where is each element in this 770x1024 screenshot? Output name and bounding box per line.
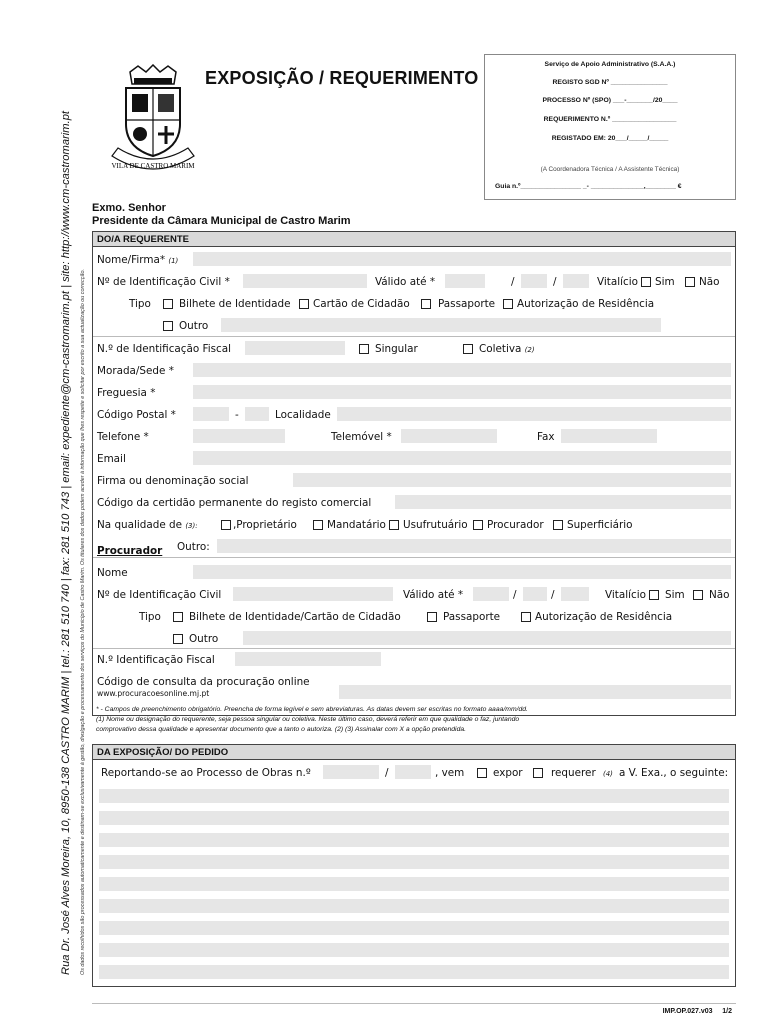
input-fax[interactable] — [561, 429, 657, 443]
checkbox-procurador-passaporte[interactable] — [427, 612, 437, 622]
checkbox-vitalicio-sim[interactable] — [641, 277, 651, 287]
input-procurador-valido-ano[interactable] — [473, 587, 509, 601]
textarea-line[interactable] — [99, 877, 729, 891]
label-certidao: Código da certidão permanente do registo comercial — [97, 497, 372, 509]
checkbox-passaporte[interactable] — [421, 299, 431, 309]
label-tipo: Tipo — [129, 298, 151, 310]
checkbox-cc[interactable] — [299, 299, 309, 309]
date-separator: / — [553, 276, 557, 288]
checkbox-superficiario[interactable] — [553, 520, 563, 530]
saa-line: PROCESSO Nº (SPO) ___-_______/20____ — [542, 97, 678, 104]
label-nif: N.º de Identificação Fiscal — [97, 343, 232, 355]
section-heading: DO/A REQUERENTE — [93, 232, 735, 247]
label-procurador-bi-cc: Bilhete de Identidade/Cartão de Cidadão — [189, 611, 401, 623]
label-bi: Bilhete de Identidade — [179, 298, 291, 310]
label-nao: Não — [709, 589, 730, 601]
label-procurador-id-civil: Nº de Identificação Civil — [97, 589, 222, 601]
checkbox-coletiva[interactable] — [463, 344, 473, 354]
note-marker: (4) — [603, 770, 613, 778]
input-procurador-nif[interactable] — [235, 652, 381, 666]
cp-separator: - — [235, 409, 239, 421]
checkbox-procurador-outro[interactable] — [173, 634, 183, 644]
label-reportando: Reportando-se ao Processo de Obras n.º — [101, 767, 311, 779]
label-vem: , vem — [435, 767, 465, 779]
label-freguesia: Freguesia * — [97, 387, 156, 399]
textarea-line[interactable] — [99, 811, 729, 825]
label-procurador-passaporte: Passaporte — [443, 611, 501, 623]
textarea-line[interactable] — [99, 833, 729, 847]
label-qualidade: Na qualidade de (3): — [97, 519, 198, 531]
label-coletiva: Coletiva (2) — [479, 343, 535, 355]
label-procurador-valido: Válido até * — [403, 589, 464, 601]
label-superficiario: Superficiário — [567, 519, 633, 531]
label-autorizacao: Autorização de Residência — [517, 298, 655, 310]
section-pedido — [92, 744, 736, 987]
input-cp-2[interactable] — [245, 407, 269, 421]
label-procurador-vitalicio: Vitalício — [605, 589, 646, 601]
section-requerente — [92, 231, 736, 716]
input-procurador-nome[interactable] — [193, 565, 731, 579]
label-id-civil: Nº de Identificação Civil * — [97, 276, 230, 288]
checkbox-procurador-autorizacao[interactable] — [521, 612, 531, 622]
addressee-salutation: Exmo. Senhor — [92, 202, 166, 214]
input-firma[interactable] — [293, 473, 731, 487]
label-usufrutuario: Usufrutuário — [403, 519, 468, 531]
addressee-title: Presidente da Câmara Municipal de Castro Marim — [92, 215, 351, 227]
label-valido: Válido até * — [375, 276, 436, 288]
form-code: IMP.OP.027.v03 1/2 — [662, 1008, 732, 1015]
checkbox-singular[interactable] — [359, 344, 369, 354]
document-title: EXPOSIÇÃO / REQUERIMENTO — [205, 68, 479, 88]
checkbox-procurador-bi-cc[interactable] — [173, 612, 183, 622]
label-procurador: Procurador — [487, 519, 544, 531]
note-requerente: (1) Nome ou designação do requerente, seja pessoa singular ou coletiva. Neste último caso, deverá referir em que qualidade o faz, juntando — [96, 716, 520, 723]
label-procurador-autorizacao: Autorização de Residência — [535, 611, 673, 623]
label-telefone: Telefone * — [97, 431, 149, 443]
checkbox-autorizacao[interactable] — [503, 299, 513, 309]
date-separator: / — [511, 276, 515, 288]
textarea-line[interactable] — [99, 899, 729, 913]
label-passaporte: Passaporte — [438, 298, 496, 310]
label-telemovel: Telemóvel * — [331, 431, 392, 443]
input-codigo-procuracao[interactable] — [339, 685, 731, 699]
label-localidade: Localidade — [275, 409, 331, 421]
input-procurador-outro[interactable] — [243, 631, 731, 645]
checkbox-proprietario[interactable] — [221, 520, 231, 530]
label-proprietario: ,Proprietário — [233, 519, 297, 531]
input-processo-ano[interactable] — [395, 765, 431, 779]
textarea-line[interactable] — [99, 855, 729, 869]
input-valido-dia[interactable] — [563, 274, 589, 288]
checkbox-expor[interactable] — [477, 768, 487, 778]
input-id-civil[interactable] — [243, 274, 367, 288]
note-obrigatorio: * - Campos de preenchimento obrigatório. Preencha de forma legível e sem abreviaturas. As datas devem ser escritas no formato aaaa/mm/dd. — [96, 706, 528, 713]
footer-divider — [92, 1003, 736, 1004]
label-procurador-nome: Nome — [97, 567, 128, 579]
textarea-line[interactable] — [99, 965, 729, 979]
processo-separator: / — [385, 767, 389, 779]
input-telemovel[interactable] — [401, 429, 497, 443]
label-expor: expor — [493, 767, 523, 779]
label-cc: Cartão de Cidadão — [313, 298, 410, 310]
label-nao: Não — [699, 276, 720, 288]
input-email[interactable] — [193, 451, 731, 465]
label-outro: Outro — [179, 320, 209, 332]
input-processo-obras[interactable] — [323, 765, 379, 779]
side-address-text: Rua Dr. José Alves Moreira, 10, 8950-138 CASTRO MARIM | tel.: 281 510 740 | fax: 281 510 743 | email: expediente@cm-castromarim.pt | site: http://www.cm-castromarim.pt — [60, 110, 72, 975]
label-procurador-outro: Outro — [189, 633, 219, 645]
divider — [93, 557, 735, 558]
label-requerer: requerer — [551, 767, 596, 779]
note-comprovativo: comprovativo dessa qualidade e apresentar documento que a tanto o autoriza. (2) (3) Assinalar com X a opção pretendida. — [96, 726, 467, 733]
checkbox-mandatario[interactable] — [313, 520, 323, 530]
checkbox-procurador-nao[interactable] — [693, 590, 703, 600]
section-heading: DA EXPOSIÇÃO/ DO PEDIDO — [93, 745, 735, 760]
checkbox-bi[interactable] — [163, 299, 173, 309]
saa-line: REGISTO SGD Nº _______________ — [552, 79, 668, 86]
input-freguesia[interactable] — [193, 385, 731, 399]
checkbox-usufrutuario[interactable] — [389, 520, 399, 530]
input-cp-1[interactable] — [193, 407, 229, 421]
textarea-line[interactable] — [99, 789, 729, 803]
checkbox-outro[interactable] — [163, 321, 173, 331]
label-codigo-postal: Código Postal * — [97, 409, 176, 421]
input-outro[interactable] — [221, 318, 661, 332]
label-procurador-tipo: Tipo — [139, 611, 161, 623]
input-procurador-valido-mes[interactable] — [523, 587, 547, 601]
input-procurador-id-civil[interactable] — [233, 587, 393, 601]
checkbox-procurador[interactable] — [473, 520, 483, 530]
label-mandatario: Mandatário — [327, 519, 386, 531]
date-separator: / — [513, 589, 517, 601]
side-privacy-text: Os dados recolhidos são processados automaticamente e destinam-se exclusivamente à gestão, divulgação e processamento dos serviços do Município de Castro Marim. Os titulares dos dados podem aceder à informação que lhes respeite e solicitar por escrito a sua actualização ou correcção. — [80, 269, 86, 975]
procurador-heading: Procurador — [97, 545, 163, 557]
label-qualidade-outro: Outro: — [177, 541, 210, 553]
label-firma: Firma ou denominação social — [97, 475, 249, 487]
divider — [93, 648, 735, 649]
textarea-line[interactable] — [99, 943, 729, 957]
divider — [93, 336, 735, 337]
input-valido-mes[interactable] — [521, 274, 547, 288]
label-vitalicio: Vitalício — [597, 276, 638, 288]
saa-line: REGISTADO EM: 20___/_____/_____ — [551, 135, 669, 142]
label-singular: Singular — [375, 343, 418, 355]
input-valido-ano[interactable] — [445, 274, 485, 288]
checkbox-vitalicio-nao[interactable] — [685, 277, 695, 287]
input-qualidade-outro[interactable] — [217, 539, 731, 553]
label-seguinte: a V. Exa., o seguinte: — [619, 767, 729, 779]
saa-registration-box — [484, 54, 736, 200]
input-localidade[interactable] — [337, 407, 731, 421]
input-morada[interactable] — [193, 363, 731, 377]
input-telefone[interactable] — [193, 429, 285, 443]
saa-signature-caption: (A Coordenadora Técnica / A Assistente Técnica) — [540, 166, 680, 173]
date-separator: / — [551, 589, 555, 601]
label-fax: Fax — [537, 431, 555, 443]
label-email: Email — [97, 453, 126, 465]
label-sim: Sim — [655, 276, 675, 288]
saa-guia: Guia n.º________________ _- ______________,________ € — [495, 183, 682, 190]
label-nome: Nome/Firma* (1) — [97, 254, 179, 266]
checkbox-procurador-sim[interactable] — [649, 590, 659, 600]
label-sim: Sim — [665, 589, 685, 601]
label-codigo-procuracao: Código de consulta da procuração online — [97, 676, 310, 688]
checkbox-requerer[interactable] — [533, 768, 543, 778]
input-certidao[interactable] — [395, 495, 731, 509]
label-morada: Morada/Sede * — [97, 365, 174, 377]
label-procurador-nif: N.º Identificação Fiscal — [97, 654, 215, 666]
municipal-crest-logo — [108, 64, 198, 182]
input-nif[interactable] — [245, 341, 345, 355]
saa-line: Serviço de Apoio Administrativo (S.A.A.) — [544, 61, 676, 68]
svg-text:VILA DE CASTRO MARIM: VILA DE CASTRO MARIM — [111, 162, 195, 170]
input-nome[interactable] — [193, 252, 731, 266]
saa-line: REQUERIMENTO N.º _________________ — [543, 116, 677, 123]
input-procurador-valido-dia[interactable] — [561, 587, 589, 601]
page-number: 1/2 — [722, 1008, 732, 1015]
textarea-line[interactable] — [99, 921, 729, 935]
procuracoes-site: www.procuracoesonline.mj.pt — [97, 689, 210, 698]
